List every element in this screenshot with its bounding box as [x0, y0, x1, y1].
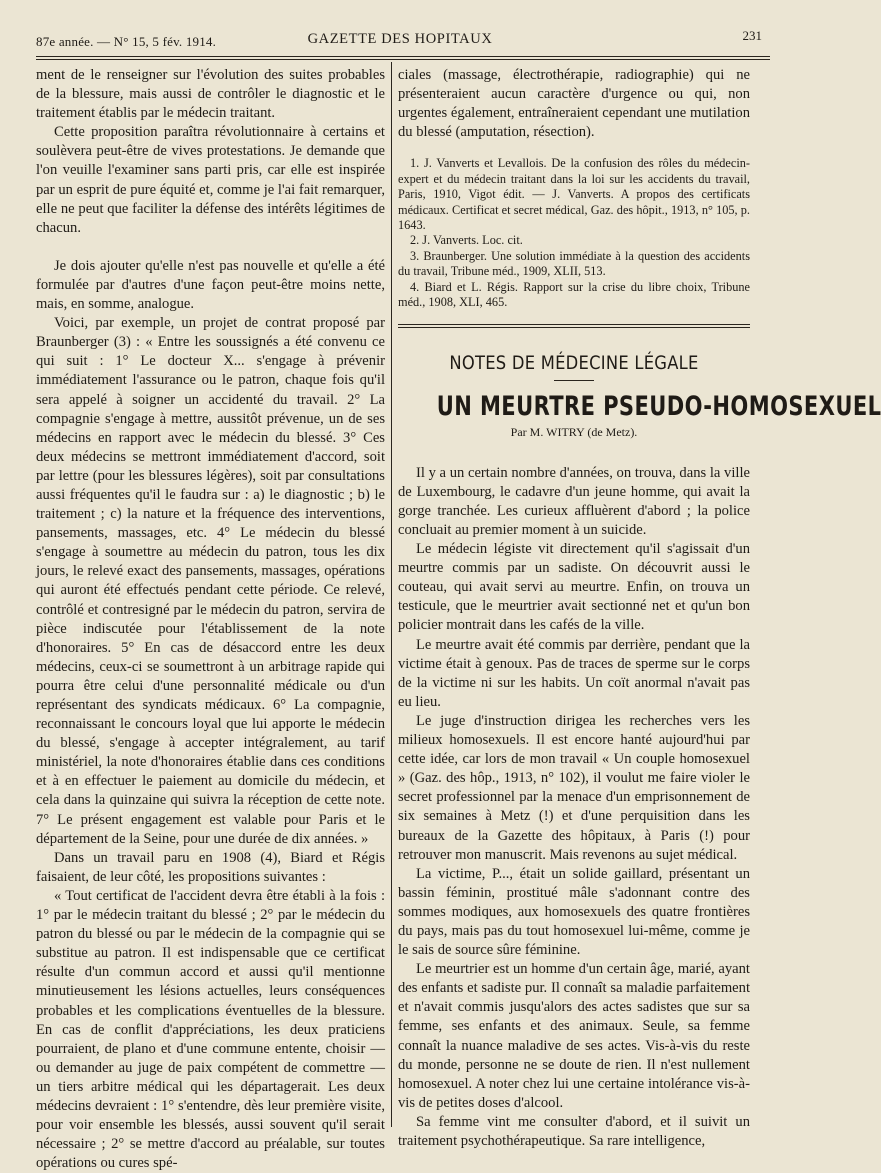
paragraph: Le juge d'instruction dirigea les recherches vers les milieux homosexuels. Il est encore hanté aujourd'hui par cette idée, car lors de mon travail « Un couple homosexuel » (Gaz. des hôp., 1913, n° 102), il voulut me faire violer le secret professionnel par la menace d'un emprisonnement de six semaines à Metz (!) et d'une perquisition dans les bureaux de la Gazette des hôpitaux, à Paris (!) pour retrouver mon manuscrit. Mais revenons au sujet médical.: [398, 712, 750, 863]
column-divider: [391, 62, 392, 1127]
footnotes: [398, 156, 750, 310]
section-rule: [398, 324, 750, 328]
paragraph: Le meurtrier est un homme d'un certain âge, marié, ayant des enfants et sadiste pur. Il connaît sa maladie parfaitement et n'avait commis jusqu'alors des actes sadistes que sur sa femme, ses enfants et des animaux. Seule, sa femme connaît la nuance maladive de ses actes. Vis-à-vis du reste du monde, personne ne se doute de rien. Il n'est nullement homosexuel. A noter chez lui une certaine intolérance vis-à-vis de petites doses d'alcool.: [398, 961, 750, 1111]
page-header: [30, 26, 770, 54]
paragraph: Voici, par exemple, un projet de contrat proposé par Braunberger (3) : « Entre les soussignés a été convenu ce qui suit : 1° Le docteur X... s'engage à prévenir immédiatement l'assurance ou le patron, chaque fois qu'il sera appelé à soigner un accidenté du travail. 2° La compagnie s'engage à mettre, aussitôt prévenue, un de ses médecins en rapport avec le médecin du blessé. 3° Ces deux médecins se mettront immédiatement d'accord, soit par lettre (pour les blessures légères), soit par consultations aussi fréquentes qu'il le faudra sur : a) le diagnostic ; b) le traitement ; c) la nature et la fréquence des interventions, pansements, massages, etc. 4° Le médecin du blessé s'engage à soumettre au médecin du patron, tous les dix jours, le relevé exact des pansements, massages, opérations qui auront été effectués pendant cette période. Ce relevé, contrôlé et contresigné par le médecin du patron, servira de pièce indiscutée pour l'établissement de la note d'honoraires. 5° En cas de désaccord entre les deux médecins, ceux-ci se soumettront à un arbitrage rapide qui pourra être celui d'une personnalité médicale ou d'un représentant des syndicats médicaux. 6° La compagnie, reconnaissant le concours loyal que lui apporte le médecin du blessé, s'engage à accepter intégralement, au tarif ministériel, la note d'honoraires établie dans ces conditions et à en effectuer le paiement au domicile du médecin, et cela dans la quinzaine qui suivra la réception de cette note. 7° Le présent engagement est valable pour Paris et le département de la Seine, pour une durée de dix années. »: [36, 315, 385, 847]
paragraph: La victime, P..., était un solide gaillard, présentant un bassin féminin, prostitué mâle s'adonnant contre des sommes modiques, aux homosexuels des quatre frontières du pays, mais pas du tout homosexuel lui-même, comme je le sais de source sûre féminine.: [398, 865, 750, 959]
article-title: UN MEURTRE PSEUDO-HOMOSEXUEL: [436, 390, 881, 422]
paragraph: Le médecin légiste vit directement qu'il s'agissait d'un meurtre commis par un sadiste. On découvrit aussi le couteau, qui avait servi au meurtre. Enfin, on trouva un testicule, que le meurtrier avait sectionné net et qu'un bon policier montrait dans les cafés de la ville.: [398, 541, 750, 634]
page-number: 231: [742, 28, 762, 43]
footnote: 4. Biard et L. Régis. Rapport sur la crise du libre choix, Tribune méd., 1908, XLI, 465.: [398, 279, 750, 310]
title-rule: [554, 380, 594, 381]
section-title: NOTES DE MÉDECINE LÉGALE: [449, 352, 699, 375]
paragraph: Je dois ajouter qu'elle n'est pas nouvelle et qu'elle a été formulée par d'autres d'une façon peut-être moins nette, mais, en somme, analogue.: [36, 257, 385, 313]
byline: Par M. WITRY (de Metz).: [510, 424, 638, 439]
paragraph: ment de le renseigner sur l'évolution des suites probables de la blessure, mais aussi de contrôler le diagnostic et le traitement établis par le médecin traitant.: [36, 67, 385, 122]
footnote: 3. Braunberger. Une solution immédiate à la question des accidents du travail, Tribune méd., 1909, XLII, 513.: [398, 248, 750, 279]
paragraph: Il y a un certain nombre d'années, on trouva, dans la ville de Luxembourg, le cadavre d'un jeune homme, qui avait la gorge tranchée. Les curieux affluèrent d'abord ; la police concluait au premier moment à un suicide.: [398, 464, 750, 538]
paragraph: « Tout certificat de l'accident devra être établi à la fois : 1° par le médecin traitant du blessé ; 2° par le médecin du patron du blessé ou par le médecin de la compagnie qui se substitue au patron. Il est indispensable que ce certificat résulte d'un commun accord et aussi qu'il mentionne minutieusement les lésions actuelles, leurs conséquences probables et les complications éventuelles de la blessure. En cas de conflit d'appréciations, les deux praticiens pourraient, de plano et d'une commune entente, choisir — ou demander au juge de paix compétent de commettre — un tiers arbitre médical qui les départagerait. Les deux médecins devraient : 1° s'entendre, dès leur première visite, pour voir ensemble les blessés, aussi souvent qu'il serait nécessaire ; 2° se mettre d'accord au préalable, sur toutes opérations ou cures spé-: [36, 887, 385, 1172]
footnote: 2. J. Vanverts. Loc. cit.: [410, 233, 523, 248]
footnote: 1. J. Vanverts et Levallois. De la confusion des rôles du médecin-expert et du médecin traitant dans la loi sur les accidents du travail, Paris, 1910, Vigot édit. — J. Vanverts. A propos des certificats médicaux. Certificat et secret médical, Gaz. des hôpit., 1913, n° 105, p. 1643.: [398, 156, 750, 232]
header-rule: [36, 56, 770, 60]
left-column: [36, 66, 385, 1173]
right-column: [398, 66, 881, 1151]
paragraph: Le meurtre avait été commis par derrière, pendant que la victime était à genoux. Pas de traces de sperme sur le corps de la victime ni sur les habits. Un coït anormal n'avait pas eu lieu.: [398, 636, 750, 710]
journal-title: GAZETTE DES HOPITAUX: [307, 31, 493, 47]
paragraph: Cette proposition paraîtra révolutionnaire à certains et soulèvera peut-être de vives protestations. Je demande que l'on veuille l'examiner sans parti pris, car elle est inspirée par un esprit de pure équité et, comme je l'ai fait remarquer, elle ne peut que faciliter la défense des intérêts légitimes de chacun.: [36, 124, 385, 236]
paragraph: ciales (massage, électrothérapie, radiographie) qui ne présenteraient aucun caractère d'urgence ou qui, non urgentes également, entraîneraient cependant une mutilation du blessé (amputation, résection).: [398, 67, 750, 141]
paragraph: Sa femme vint me consulter d'abord, et il suivit un traitement psychothérapeutique. Sa rare intelligence,: [398, 1113, 750, 1149]
paragraph: Dans un travail paru en 1908 (4), Biard et Régis faisaient, de leur côté, les propositions suivantes :: [36, 849, 385, 885]
issue-info: 87e année. — N° 15, 5 fév. 1914.: [36, 34, 217, 49]
